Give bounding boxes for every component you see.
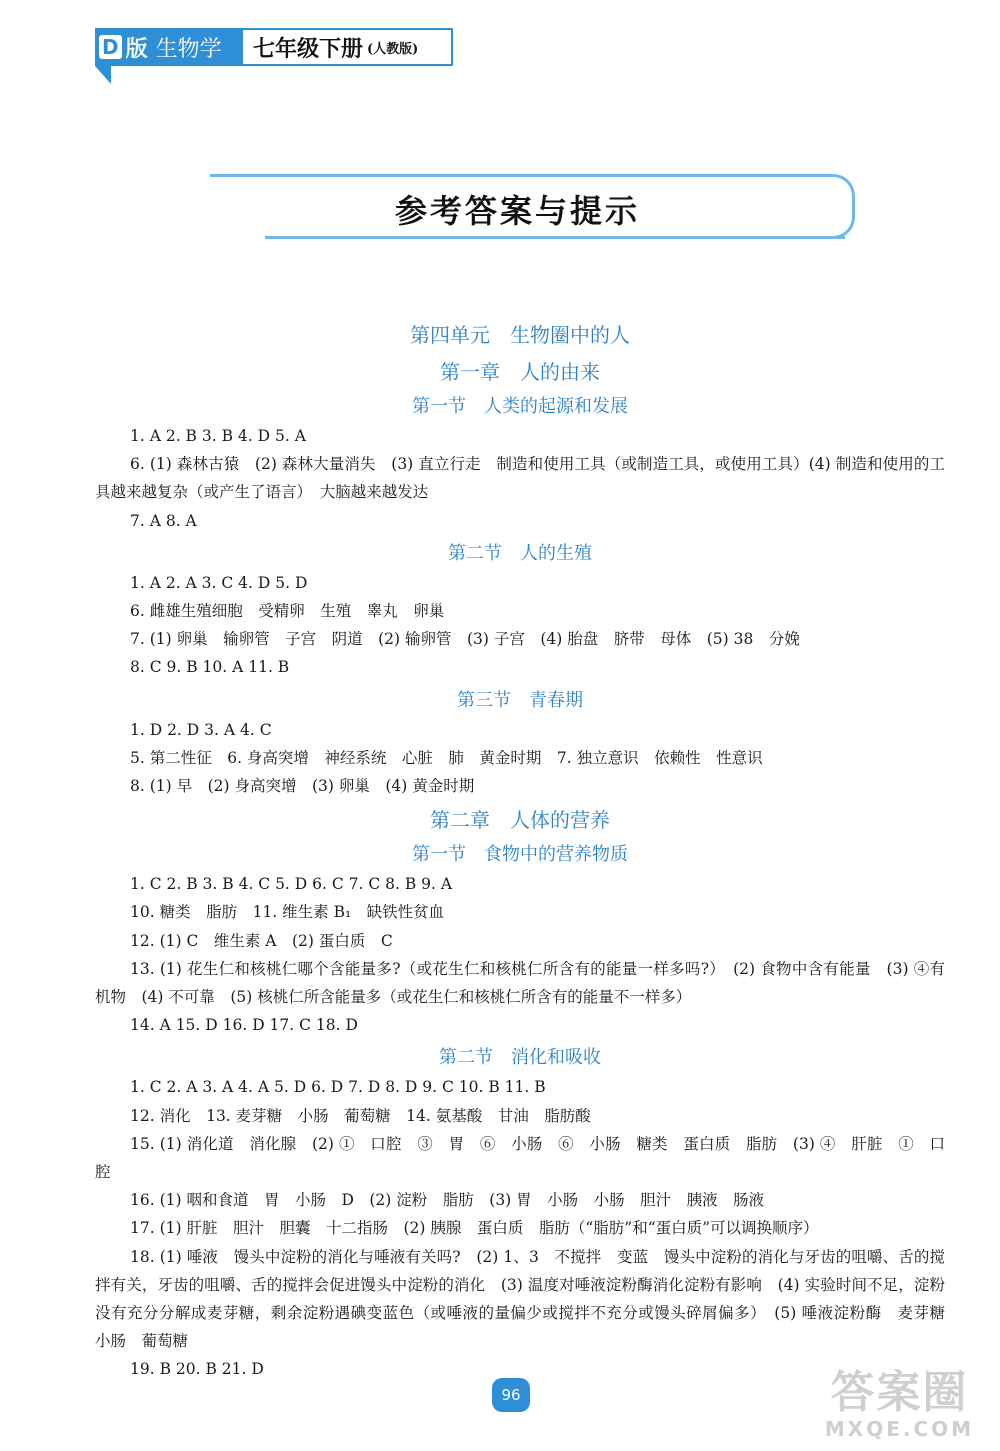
- chapter-heading: 第一章 人的由来: [440, 360, 600, 384]
- answer-line: 1. D 2. D 3. A 4. C: [130, 720, 272, 739]
- answer-line: 8. C 9. B 10. A 11. B: [130, 658, 290, 677]
- grade-text: 七年级下册: [253, 35, 364, 62]
- answer-line: 1. A 2. A 3. C 4. D 5. D: [130, 573, 308, 592]
- subject-label: 生物学: [155, 36, 222, 62]
- badge-suffix: 版: [125, 36, 148, 62]
- answer-line: 14. A 15. D 16. D 17. C 18. D: [130, 1016, 358, 1035]
- section-heading: 第一节 食物中的营养物质: [412, 844, 628, 866]
- answer-line: 15. (1) 消化道 消化腺 (2) ① 口腔 ③ 胃 ⑥ 小肠 ⑥ 小肠 糖类 蛋白质 脂肪 (3) ④ 肝脏 ① 口腔: [95, 1134, 945, 1182]
- answer-line: 1. A 2. B 3. B 4. D 5. A: [130, 427, 306, 445]
- watermark-main: 答案圈: [830, 1367, 969, 1418]
- edition-badge: [95, 28, 243, 66]
- answer-line: 12. (1) C 维生素 A (2) 蛋白质 C: [130, 931, 393, 950]
- chapter-heading: 第二章 人体的营养: [430, 808, 610, 833]
- title-banner: [210, 172, 855, 244]
- answer-line: 7. (1) 卵巢 输卵管 子宫 阴道 (2) 输卵管 (3) 子宫 (4) 胎盘 脐带 母体 (5) 38 分娩: [130, 630, 800, 649]
- section-heading: 第二节 消化和吸收: [439, 1047, 601, 1069]
- answer-line: 1. C 2. B 3. B 4. C 5. D 6. C 7. C 8. B 9. A: [130, 875, 453, 894]
- page-header: [95, 28, 455, 70]
- answer-line: 6. 雌雄生殖细胞 受精卵 生殖 睾丸 卵巢: [130, 602, 445, 621]
- banner-bottom-line: [265, 236, 845, 239]
- answer-line: 1. C 2. A 3. A 4. A 5. D 6. D 7. D 8. D 9. C 10. B 11. B: [130, 1078, 546, 1097]
- answer-line: 16. (1) 咽和食道 胃 小肠 D (2) 淀粉 脂肪 (3) 胃 小肠 小肠 胆汁 胰液 肠液: [130, 1191, 765, 1210]
- answer-line: 6. (1) 森林古猿 (2) 森林大量消失 (3) 直立行走 制造和使用工具（或制造工具，或使用工具）(4) 制造和使用的工具越来越复杂（或产生了语言） 大脑越来越发达: [95, 455, 945, 502]
- answer-line: 5. 第二性征 6. 身高突增 神经系统 心脏 肺 黄金时期 7. 独立意识 依赖性 性意识: [130, 748, 763, 767]
- answer-line: 7. A 8. A: [130, 511, 197, 530]
- watermark-domain: MXQE.COM: [824, 1417, 975, 1441]
- answer-line: 13. (1) 花生仁和核桃仁哪个含能量多?（或花生仁和核桃仁所含有的能量一样多吗?） (2) 食物中含有能量 (3) ④有机物 (4) 不可靠 (5) 核桃仁所含能量多（或花生仁和核桃仁所含有的能量不一样多）: [95, 959, 945, 1007]
- unit-heading: 第四单元 生物圈中的人: [410, 323, 630, 347]
- edition-text: (人教版): [367, 41, 419, 57]
- section-heading: 第一节 人类的起源和发展: [412, 396, 628, 417]
- answer-line: 8. (1) 早 (2) 身高突增 (3) 卵巢 (4) 黄金时期: [130, 777, 475, 796]
- answer-line: 10. 糖类 脂肪 11. 维生素 B₁ 缺铁性贫血: [130, 903, 445, 922]
- header-tail-decoration: [95, 66, 111, 84]
- answer-content: [95, 318, 961, 1384]
- page-number: 96: [492, 1378, 530, 1412]
- grade-label: [243, 28, 453, 66]
- answer-line: 19. B 20. B 21. D: [130, 1360, 264, 1379]
- section-heading: 第二节 人的生殖: [448, 542, 592, 564]
- answer-line: 18. (1) 唾液 馒头中淀粉的消化与唾液有关吗? (2) 1、3 不搅拌 变蓝 馒头中淀粉的消化与牙齿的咀嚼、舌的搅拌有关，牙齿的咀嚼、舌的搅拌会促进馒头中淀粉的消化 (3) 温度对唾液淀粉酶消化淀粉有影响 (4) 实验时间不足，淀粉没有充分分解成麦芽糖，剩余淀粉遇碘变蓝色（或唾液的量偏少或搅拌不充分或馒头碎屑偏多） (5) 唾液淀粉酶 麦芽糖 小肠 葡萄糖: [95, 1247, 961, 1351]
- page-title: 参考答案与提示: [394, 192, 640, 230]
- banner-top-line: [210, 174, 830, 177]
- section-heading: 第三节 青春期: [457, 689, 583, 711]
- watermark-logo: [812, 1368, 987, 1446]
- answer-line: 17. (1) 肝脏 胆汁 胆囊 十二指肠 (2) 胰腺 蛋白质 脂肪（“脂肪”和“蛋白质”可以调换顺序）: [130, 1219, 819, 1238]
- badge-letter: D: [99, 35, 122, 59]
- answer-line: 12. 消化 13. 麦芽糖 小肠 葡萄糖 14. 氨基酸 甘油 脂肪酸: [130, 1106, 591, 1125]
